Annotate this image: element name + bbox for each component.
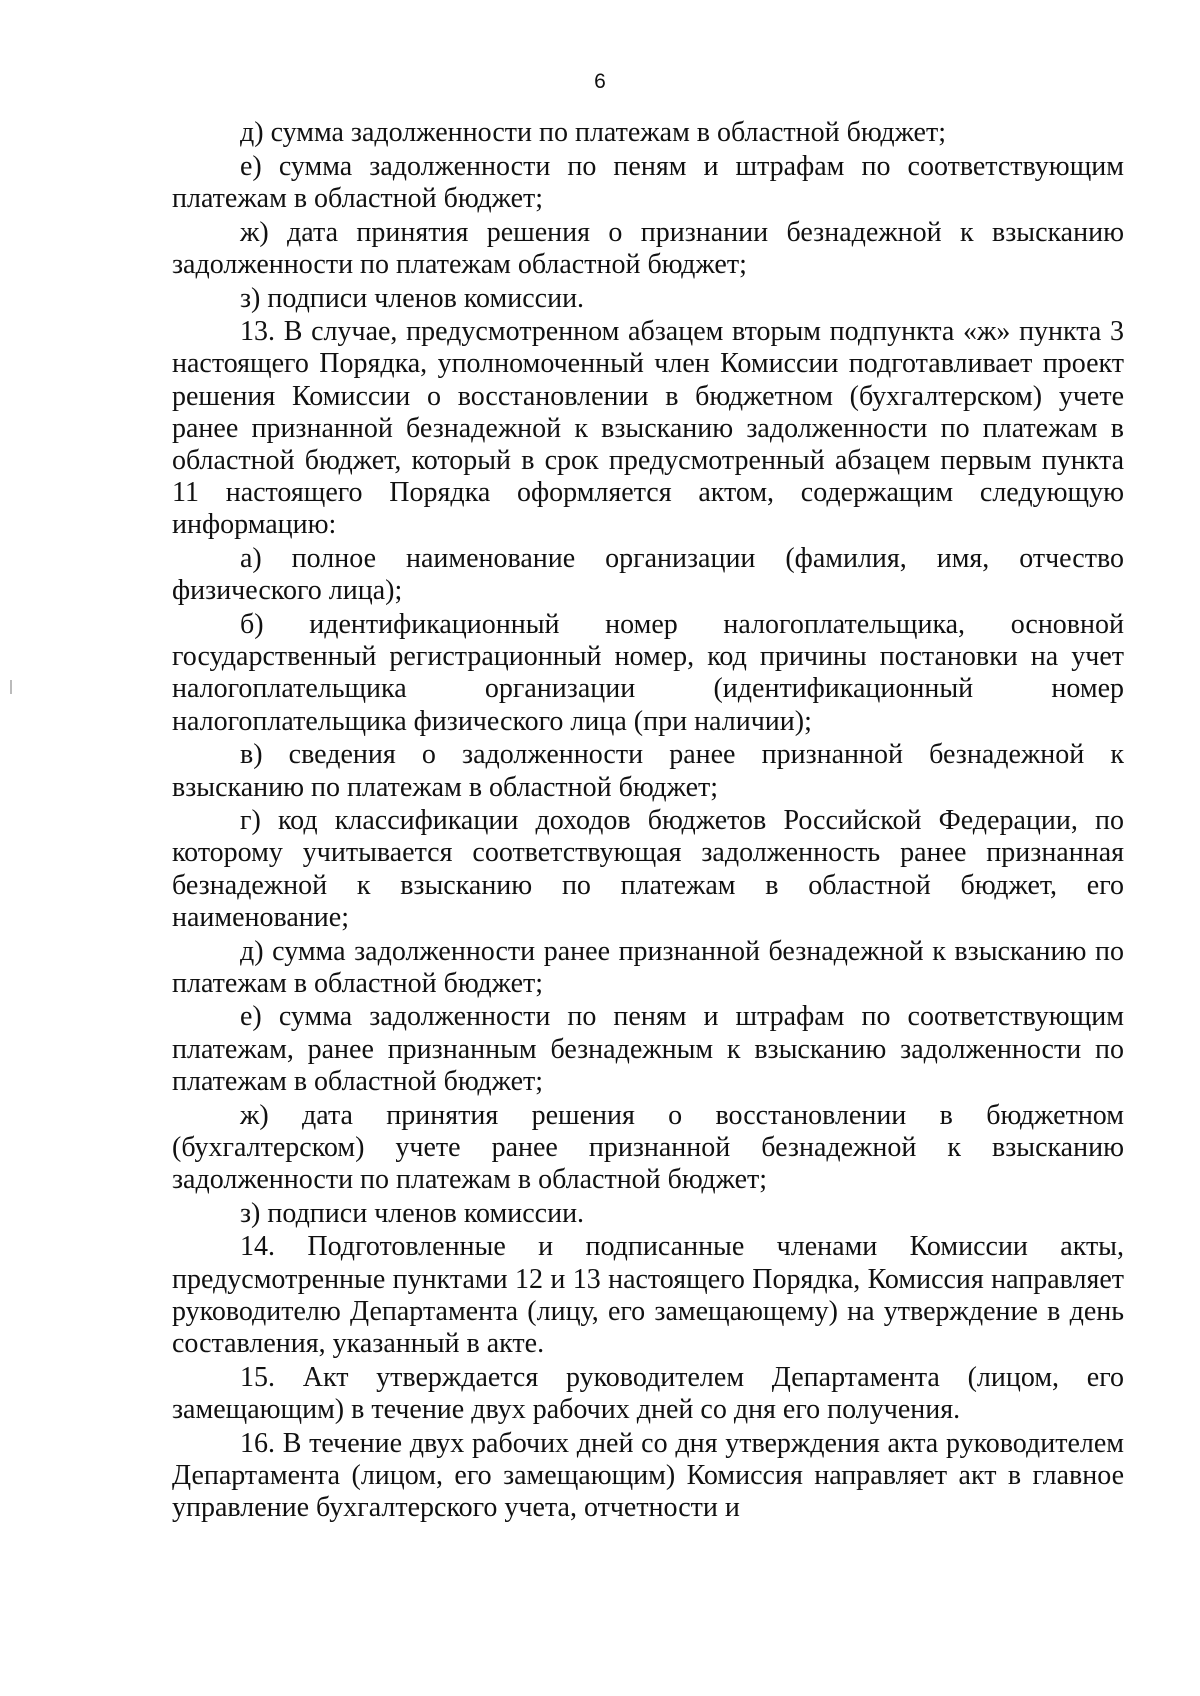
paragraph-e-restored-penalties: е) сумма задолженности по пеням и штрафам по соответствующим платежам, ранее признанным безнадежным к взысканию задолженности по платежам в областной бюджет; (172, 1001, 1124, 1097)
paragraph-16: 16. В течение двух рабочих дней со дня утверждения акта руководителем Департамента (лицом, его замещающим) Комиссия направляет акт в главное управление бухгалтерского учета, отчетности и (172, 1427, 1124, 1524)
paragraph-14: 14. Подготовленные и подписанные членами Комиссии акты, предусмотренные пунктами 12 и 13 настоящего Порядка, Комиссия направляет руководителю Департамента (лицу, его замещающему) на утверждение в день составления, указанный в акте. (172, 1231, 1124, 1360)
paragraph-b-taxpayer-number: б) идентификационный номер налогоплательщика, основной государственный регистрационный номер, код причины постановки на учет налогоплательщика организации (идентификационный номер налогоплательщика физического лица (при наличии); (172, 609, 1124, 737)
paragraph-v-debt-info: в) сведения о задолженности ранее признанной безнадежной к взысканию по платежам в областной бюджет; (172, 739, 1124, 803)
scan-margin-mark (10, 680, 12, 694)
paragraph-13: 13. В случае, предусмотренном абзацем вторым подпункта «ж» пункта 3 настоящего Порядка, уполномоченный член Комиссии подготавливает проект решения Комиссии о восстановлении в бюджетном (бухгалтерском) учете ранее признанной безнадежной к взысканию задолженности по платежам в областной бюджет, который в срок предусмотренный абзацем первым пункта 11 настоящего Порядка оформляется актом, содержащим следующую информацию: (172, 316, 1124, 541)
paragraph-z-signatures: з) подписи членов комиссии. (240, 282, 585, 314)
page-number: 6 (594, 70, 606, 93)
paragraph-15: 15. Акт утверждается руководителем Департамента (лицом, его замещающим) в течение двух рабочих дней со дня его получения. (172, 1361, 1124, 1425)
paragraph-d-restored-debt-amount: д) сумма задолженности ранее признанной безнадежной к взысканию по платежам в областной бюджет; (172, 935, 1124, 999)
paragraph-d-debt-amount: д) сумма задолженности по платежам в областной бюджет; (240, 117, 947, 148)
document-body (172, 117, 1124, 1524)
paragraph-e-penalties-amount: е) сумма задолженности по пеням и штрафам по соответствующим платежам в областной бюджет; (172, 150, 1124, 214)
paragraph-zh-restoration-date: ж) дата принятия решения о восстановлении в бюджетном (бухгалтерском) учете ранее признанной безнадежной к взысканию задолженности по платежам в областной бюджет; (172, 1099, 1124, 1195)
paragraph-a-organization-name: а) полное наименование организации (фамилия, имя, отчество физического лица); (172, 543, 1124, 607)
paragraph-g-classification-code: г) код классификации доходов бюджетов Российской Федерации, по которому учитывается соответствующая задолженность ранее признанная безнадежной к взысканию по платежам в областной бюджет, его наименование; (172, 805, 1124, 933)
paragraph-z-signatures-2: з) подписи членов комиссии. (240, 1197, 585, 1229)
paragraph-zh-decision-date: ж) дата принятия решения о признании безнадежной к взысканию задолженности по платежам областной бюджет; (172, 216, 1124, 280)
